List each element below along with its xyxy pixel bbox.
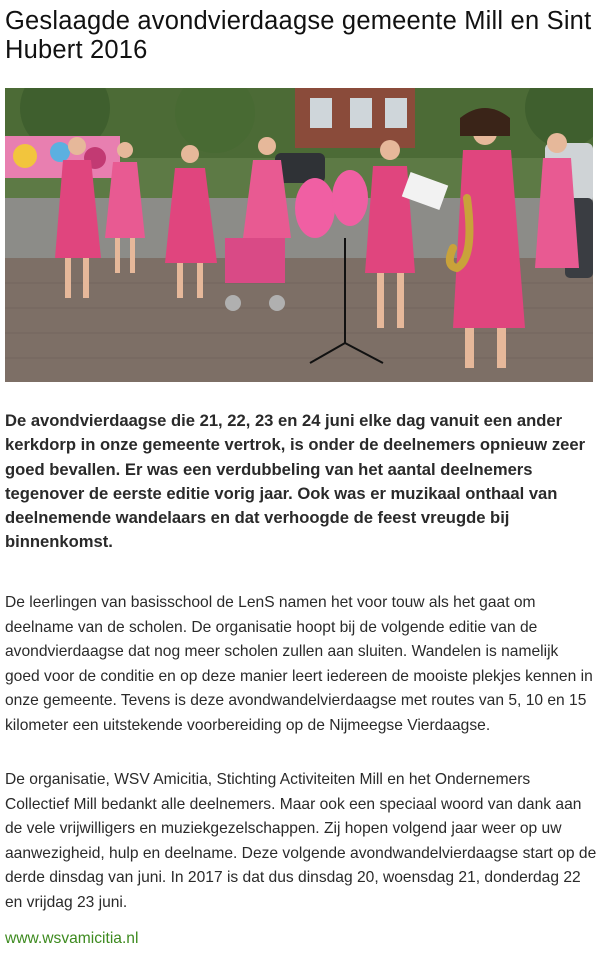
- wsvamicitia-link[interactable]: www.wsvamicitia.nl: [5, 930, 139, 947]
- article-paragraph: De organisatie, WSV Amicitia, Stichting Activiteiten Mill en het Ondernemers Collectief Mill bedankt alle deelnemers. Maar ook een speciaal woord van dank aan de vele vrijwilligers en muziekgezelschappen. Zij hopen volgend jaar weer op uw aanwezigheid, hulp en deelname. Deze volgende avondwandelvierdaagse start op de derde dinsdag van juni. In 2017 is dat dus dinsdag 20, woensdag 21, donderdag 22 en vrijdag 23 juni.: [5, 771, 597, 911]
- article-title: Geslaagde avondvierdaagse gemeente Mill en Sint Hubert 2016: [5, 7, 592, 64]
- article-lead: De avondvierdaagse die 21, 22, 23 en 24 juni elke dag vanuit een ander kerkdorp in onze gemeente vertrok, is onder de deelnemers opnieuw zeer goed bevallen. Er was een verdubbeling van het aantal deelnemers tegenover de eerste editie vorig jaar. Ook was er muzikaal onthaal van deelnemende wandelaars en dat verhoogde de feest vreugde bij binnenkomst.: [5, 411, 586, 552]
- article-paragraph: De leerlingen van basisschool de LenS namen het voor touw als het gaat om deelname van de scholen. De organisatie hoopt bij de volgende editie van de avondvierdaagse dat nog meer scholen zullen aan sluiten. Wandelen is namelijk goed voor de conditie en op deze manier leert iedereen de mooiste plekjes kennen in onze gemeente. Tevens is deze avondwandelvierdaagse met routes van 5, 10 en 15 kilometer een uitstekende voorbereiding op de Nijmeegse Vierdaagse.: [5, 594, 593, 734]
- photo-cart: [225, 238, 285, 283]
- photo-illustration: [5, 88, 593, 382]
- article-photo: [5, 88, 593, 382]
